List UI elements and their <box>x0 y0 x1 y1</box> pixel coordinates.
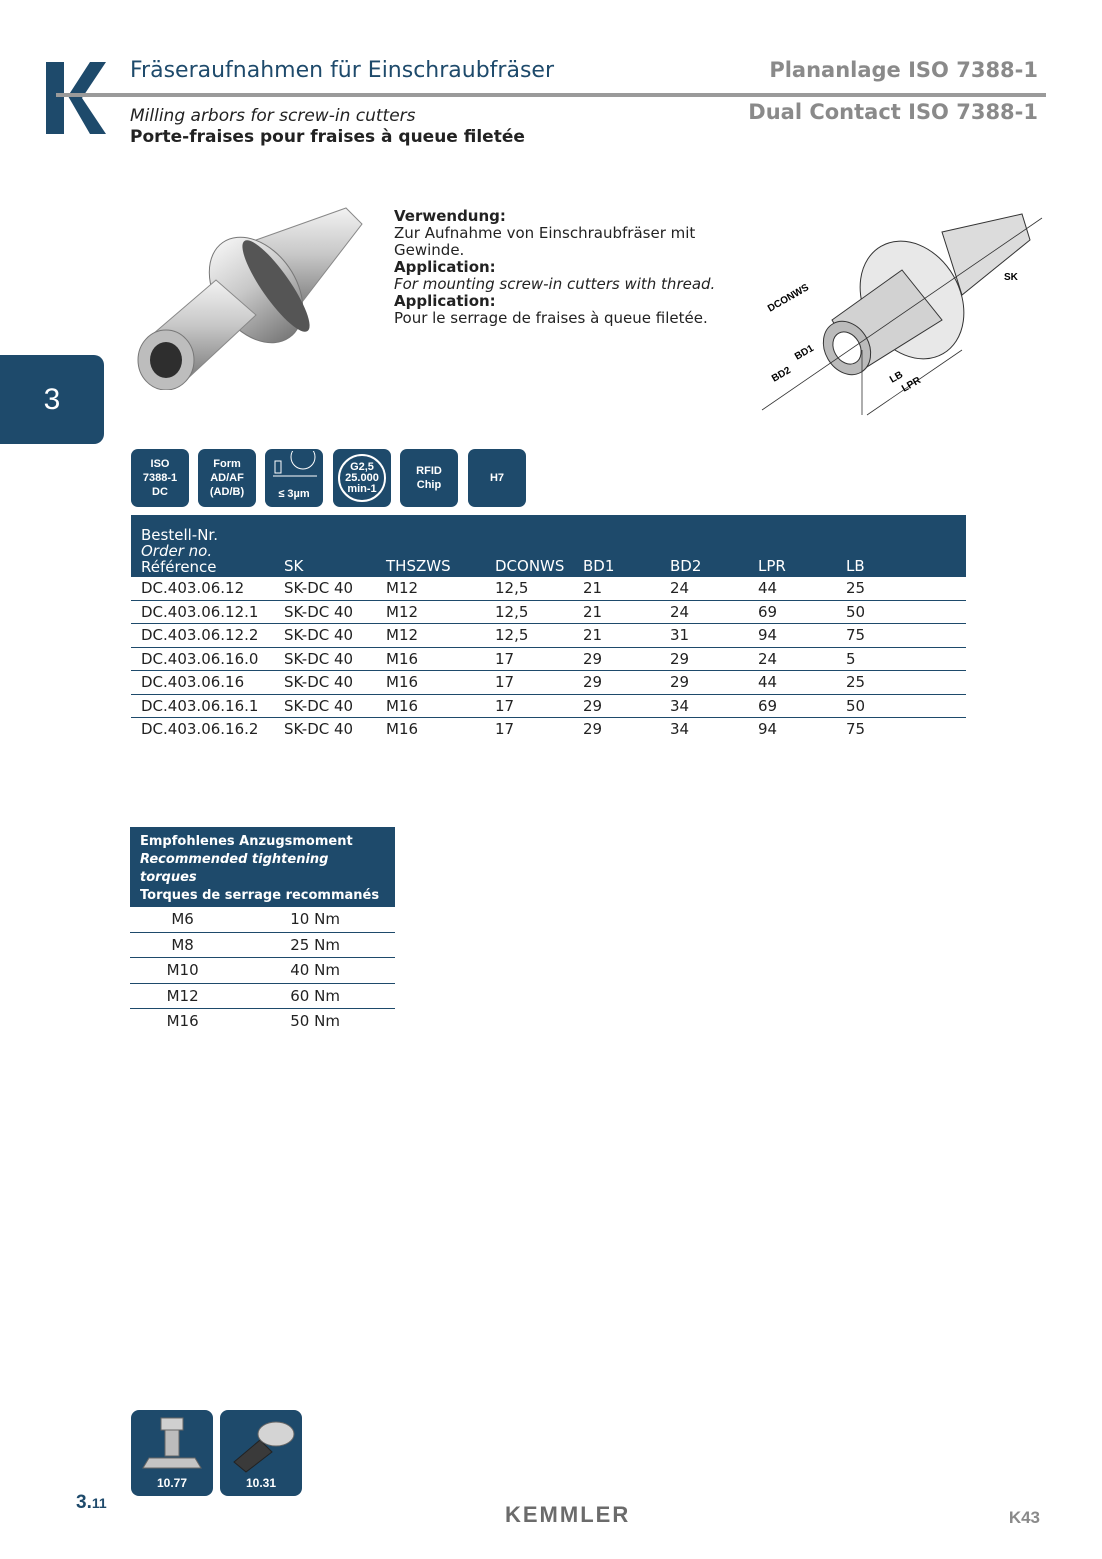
table-cell: 21 <box>573 624 660 648</box>
product-image <box>126 200 376 395</box>
header-rule <box>56 93 1046 97</box>
badge-rfid <box>400 449 458 507</box>
table-row <box>131 647 966 671</box>
column-header: SK <box>274 515 376 577</box>
table-cell: 12,5 <box>485 577 573 600</box>
badge-form-line3: (AD/B) <box>209 486 245 498</box>
table-row <box>131 694 966 718</box>
thread-size-cell: M12 <box>130 983 235 1009</box>
table-cell: 21 <box>573 577 660 600</box>
torque-row <box>130 932 395 958</box>
brand-name: KEMMLER <box>505 1502 631 1527</box>
table-cell: 94 <box>748 624 836 648</box>
column-header: LPR <box>748 515 836 577</box>
table-cell: 44 <box>748 671 836 695</box>
usage-heading-de: Verwendung: <box>394 207 506 225</box>
table-row <box>131 577 966 600</box>
accessory-tile-assembly-device[interactable] <box>131 1410 213 1496</box>
table-cell: 29 <box>573 671 660 695</box>
table-cell: 29 <box>573 647 660 671</box>
table-cell: SK-DC 40 <box>284 720 354 739</box>
table-row <box>131 600 966 624</box>
table-cell: M16 <box>376 647 485 671</box>
table-cell: 24 <box>748 647 836 671</box>
table-cell: 5 <box>836 647 966 671</box>
table-cell: 50 <box>836 600 966 624</box>
table-cell: M16 <box>376 694 485 718</box>
usage-heading-en: Application: <box>394 258 496 276</box>
column-header: THSZWS <box>376 515 485 577</box>
table-cell: M16 <box>376 671 485 695</box>
torque-header-row <box>130 827 395 907</box>
table-cell: 29 <box>660 647 748 671</box>
badge-iso <box>131 449 189 507</box>
badge-balancing-line3: min-1 <box>347 482 377 495</box>
badge-runout-text: ≤ 3µm <box>278 488 310 500</box>
table-cell: 29 <box>660 671 748 695</box>
label-bd1: BD1 <box>793 343 816 363</box>
badge-balancing-line1: G2,5 <box>350 460 374 473</box>
chapter-tab: 3 <box>0 355 104 444</box>
page-number-main: 3. <box>76 1492 92 1513</box>
table-cell: 31 <box>660 624 748 648</box>
badge-rfid-line1: RFID <box>416 465 442 477</box>
header-order-de: Bestell-Nr. <box>141 526 218 544</box>
table-row <box>131 671 966 695</box>
page-number-sub: 11 <box>91 1495 107 1511</box>
table-cell: SK-DC 40 <box>274 600 376 624</box>
badge-balancing-line2: 25.000 <box>345 471 379 484</box>
page-number <box>76 1492 107 1514</box>
table-cell: 29 <box>583 720 603 739</box>
table-header-row <box>131 515 966 577</box>
table-cell: 25 <box>836 577 966 600</box>
order-number-cell: DC.403.06.16.1 <box>131 694 274 718</box>
table-cell: 50 <box>836 694 966 718</box>
technical-drawing <box>752 200 1052 435</box>
order-number-cell: DC.403.06.16 <box>131 671 274 695</box>
badge-iso-line2: 7388-1 <box>142 472 178 484</box>
torque-row <box>130 958 395 984</box>
torque-row <box>130 907 395 932</box>
accessory-tile-pull-stud[interactable] <box>220 1410 302 1496</box>
badge-form <box>198 449 256 507</box>
dial-gauge-icon <box>269 451 319 477</box>
kemmler-logo <box>46 62 106 139</box>
table-cell: SK-DC 40 <box>274 671 376 695</box>
badge-h7-text: H7 <box>489 472 505 484</box>
thread-size-cell: M10 <box>130 958 235 984</box>
header-order-en: Order no. <box>141 542 213 560</box>
usage-text <box>394 208 734 327</box>
table-cell: 17 <box>485 671 573 695</box>
badge-form-line1: Form <box>213 458 241 470</box>
table-cell: 17 <box>495 720 515 739</box>
column-header-order-no <box>131 515 274 577</box>
title-right-line2: Dual Contact ISO 7388-1 <box>748 100 1038 124</box>
usage-text-fr: Pour le serrage de fraises à queue filetée. <box>394 309 708 327</box>
torque-header-fr: Torques de serrage recommanés <box>140 888 380 903</box>
table-cell: 75 <box>846 720 866 739</box>
table-cell: SK-DC 40 <box>274 647 376 671</box>
accessory-page-ref: 10.31 <box>245 1476 277 1490</box>
table-cell: 12,5 <box>485 624 573 648</box>
table-cell: M12 <box>376 600 485 624</box>
label-lb: LB <box>888 369 906 386</box>
catalog-code: K43 <box>1008 1508 1040 1527</box>
table-row <box>131 718 966 741</box>
label-bd2: BD2 <box>770 365 793 385</box>
torque-value-cell: 10 Nm <box>235 907 395 932</box>
table-row <box>131 624 966 648</box>
table-cell: 29 <box>573 694 660 718</box>
label-sk: SK <box>1004 272 1018 283</box>
label-lpr: LPR <box>900 375 923 395</box>
torque-header <box>130 827 395 907</box>
usage-text-en: For mounting screw-in cutters with thread. <box>394 275 716 293</box>
badge-rfid-line2: Chip <box>416 479 442 491</box>
column-header: DCONWS <box>485 515 573 577</box>
title-right-line1: Plananlage ISO 7388-1 <box>769 58 1038 82</box>
table-cell: 69 <box>748 694 836 718</box>
title-english: Milling arbors for screw-in cutters <box>130 106 416 126</box>
torque-row <box>130 983 395 1009</box>
thread-size-cell: M6 <box>130 907 235 932</box>
balance-ring-icon <box>335 451 389 505</box>
table-cell: 34 <box>670 720 690 739</box>
usage-text-de: Zur Aufnahme von Einschraubfräser mit Gewinde. <box>394 224 696 259</box>
table-cell: 24 <box>660 577 748 600</box>
torque-table <box>130 827 395 1034</box>
table-cell: 25 <box>836 671 966 695</box>
title-german: Fräseraufnahmen für Einschraubfräser <box>130 58 554 83</box>
order-number-cell: DC.403.06.16.0 <box>131 647 274 671</box>
table-cell: 17 <box>485 647 573 671</box>
table-cell: M16 <box>386 720 419 739</box>
title-french: Porte-fraises pour fraises à queue filetée <box>130 127 525 147</box>
table-cell: 21 <box>573 600 660 624</box>
assembly-device-icon <box>131 1414 213 1476</box>
torque-row <box>130 1009 395 1034</box>
table-cell: SK-DC 40 <box>274 694 376 718</box>
order-number-cell: DC.403.06.12.1 <box>131 600 274 624</box>
usage-heading-fr: Application: <box>394 292 496 310</box>
table-cell: 24 <box>660 600 748 624</box>
order-number-cell: DC.403.06.16.2 <box>141 720 259 739</box>
badge-runout <box>265 449 323 507</box>
column-header: LB <box>836 515 966 577</box>
torque-value-cell: 25 Nm <box>235 932 395 958</box>
column-header: BD1 <box>573 515 660 577</box>
column-header: BD2 <box>660 515 748 577</box>
badge-form-line2: AD/AF <box>210 472 244 484</box>
badge-h7 <box>468 449 526 507</box>
product-table <box>131 515 966 741</box>
pull-stud-icon <box>220 1414 302 1476</box>
badge-iso-line3: DC <box>152 486 168 498</box>
header-order-fr: Référence <box>141 558 217 576</box>
torque-value-cell: 50 Nm <box>290 1012 340 1031</box>
badge-balancing <box>333 449 391 507</box>
table-cell: 69 <box>748 600 836 624</box>
table-cell: 44 <box>748 577 836 600</box>
table-cell: 75 <box>836 624 966 648</box>
badge-iso-line1: ISO <box>150 458 170 470</box>
order-number-cell: DC.403.06.12 <box>131 577 274 600</box>
table-cell: 12,5 <box>485 600 573 624</box>
table-cell: SK-DC 40 <box>274 624 376 648</box>
torque-header-de: Empfohlenes Anzugsmoment <box>140 834 353 849</box>
table-cell: 94 <box>758 720 778 739</box>
torque-header-en: Recommended tightening torques <box>140 852 329 885</box>
label-dconws: DCONWS <box>766 282 811 315</box>
accessory-page-ref: 10.77 <box>156 1476 188 1490</box>
torque-value-cell: 40 Nm <box>235 958 395 984</box>
table-cell: 34 <box>660 694 748 718</box>
table-cell: SK-DC 40 <box>274 577 376 600</box>
order-number-cell: DC.403.06.12.2 <box>131 624 274 648</box>
table-cell: 17 <box>485 694 573 718</box>
table-cell: M12 <box>376 577 485 600</box>
torque-value-cell: 60 Nm <box>235 983 395 1009</box>
thread-size-cell: M8 <box>130 932 235 958</box>
thread-size-cell: M16 <box>166 1012 199 1031</box>
table-cell: M12 <box>376 624 485 648</box>
